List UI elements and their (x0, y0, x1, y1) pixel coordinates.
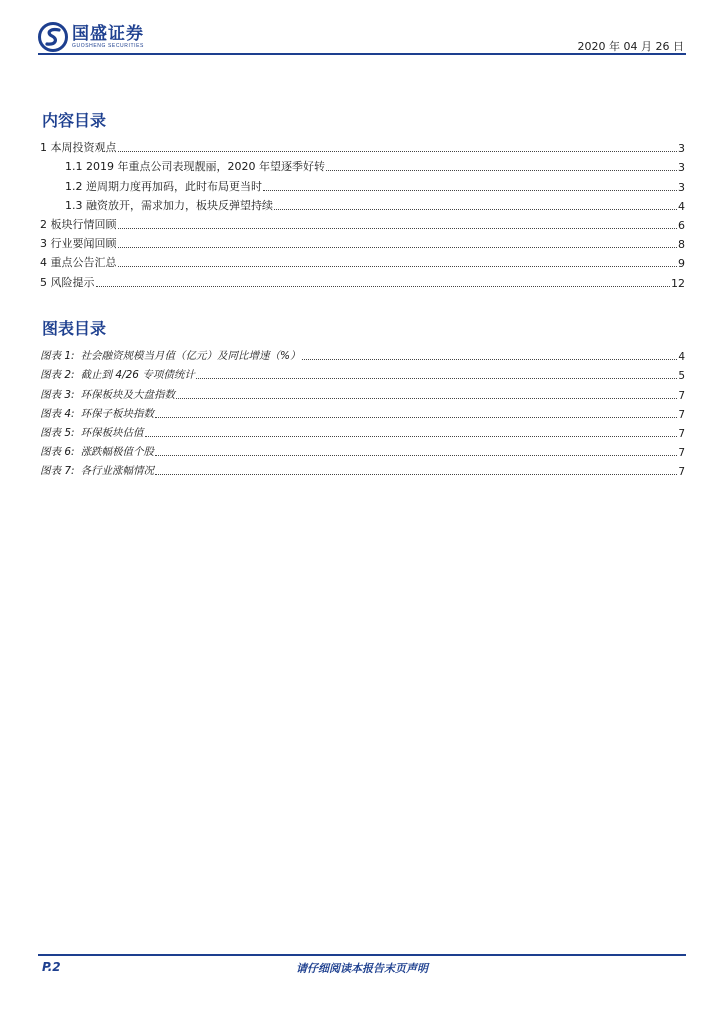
figure-entry-page: 7 (678, 427, 685, 440)
figure-entry-label (40, 348, 301, 363)
dot-leader (155, 454, 677, 456)
toc-entry[interactable] (40, 136, 685, 155)
dot-leader (155, 416, 677, 418)
figure-number: 图表 7: (40, 465, 75, 478)
page-number: P.2 (42, 960, 61, 974)
figures-list (40, 344, 685, 478)
footer-divider (38, 954, 686, 956)
dot-leader (155, 473, 677, 475)
figure-caption: 环保板块及大盘指数 (80, 388, 176, 401)
toc-entry-label: 2 板块行情回顾 (40, 217, 117, 231)
figure-number: 图表 5: (40, 426, 75, 439)
figure-entry-label (40, 444, 154, 459)
figure-entry-page: 7 (678, 408, 685, 421)
figure-entry-label (40, 406, 154, 421)
toc-entry[interactable] (40, 270, 685, 289)
dot-leader (274, 208, 677, 210)
toc-title: 内容目录 (42, 111, 107, 130)
figure-entry-page: 7 (678, 466, 685, 479)
dot-leader (263, 189, 677, 191)
figure-entry-page: 4 (678, 351, 685, 364)
dot-leader (118, 227, 678, 229)
dot-leader (118, 265, 678, 267)
page-header (38, 20, 686, 56)
guosheng-logo-icon (38, 22, 68, 52)
figure-entry[interactable] (40, 402, 685, 421)
toc-entry-label: 1.2 逆周期力度再加码，此时布局更当时 (65, 179, 262, 193)
toc-entry[interactable] (40, 155, 685, 174)
toc-entry-page: 8 (678, 238, 685, 252)
toc-entry[interactable] (40, 194, 685, 213)
figure-caption: 截止到 4/26 专项债统计 (80, 369, 195, 382)
figure-entry-page: 7 (678, 447, 685, 460)
toc-entry[interactable] (40, 232, 685, 251)
figure-number: 图表 2: (40, 369, 75, 382)
dot-leader (118, 246, 678, 248)
toc-entry-label: 1 本周投资观点 (40, 141, 117, 155)
dot-leader (96, 285, 671, 287)
figure-entry-page: 7 (678, 389, 685, 402)
figure-entry-label (40, 387, 175, 402)
toc-entry-label: 1.1 2019 年重点公司表现靓丽，2020 年望逐季好转 (65, 160, 325, 174)
dot-leader (145, 435, 678, 437)
toc-entry-page: 12 (671, 276, 685, 290)
company-logo (38, 22, 144, 52)
figure-caption: 各行业涨幅情况 (80, 465, 155, 478)
disclaimer-note: 请仔细阅读本报告末页声明 (296, 962, 428, 975)
toc-entry-page: 6 (678, 218, 685, 232)
toc-entry-label: 4 重点公告汇总 (40, 256, 117, 270)
figure-entry-label (40, 463, 154, 478)
toc-entry-page: 3 (678, 180, 685, 194)
toc-entry-page: 3 (678, 161, 685, 175)
figure-entry-page: 5 (678, 370, 685, 383)
toc-entry-page: 9 (678, 257, 685, 271)
toc-entry-label: 1.3 融资放开，需求加力，板块反弹望持续 (65, 198, 273, 212)
figure-entry-label (40, 425, 144, 440)
dot-leader (302, 358, 678, 360)
dot-leader (176, 397, 677, 399)
toc-entry-page: 4 (678, 199, 685, 213)
header-divider (38, 53, 686, 55)
dot-leader (196, 377, 677, 379)
figure-entry[interactable] (40, 363, 685, 382)
figure-entry[interactable] (40, 382, 685, 401)
logo-subtext: GUOSHENG SECURITIES (72, 42, 144, 49)
toc-entry-label: 5 风险提示 (40, 275, 95, 289)
figure-number: 图表 1: (40, 350, 75, 363)
figure-number: 图表 4: (40, 407, 75, 420)
toc-entry-page: 3 (678, 142, 685, 156)
report-date: 2020 年 04 月 26 日 (577, 40, 684, 53)
figure-number: 图表 3: (40, 388, 75, 401)
figure-entry[interactable] (40, 459, 685, 478)
toc-entry-label: 3 行业要闻回顾 (40, 237, 117, 251)
figure-caption: 环保板块估值 (80, 426, 144, 439)
toc-entry[interactable] (40, 174, 685, 193)
logo-text: 国盛证券 (72, 23, 144, 44)
figure-entry[interactable] (40, 344, 685, 363)
dot-leader (326, 169, 677, 171)
figure-entry[interactable] (40, 440, 685, 459)
dot-leader (118, 150, 678, 152)
figures-title: 图表目录 (42, 319, 107, 338)
toc-list (40, 136, 685, 290)
figure-caption: 环保子板块指数 (80, 407, 155, 420)
figure-number: 图表 6: (40, 446, 75, 459)
figure-caption: 社会融资规模当月值（亿元）及同比增速（%） (80, 350, 301, 363)
figure-caption: 涨跌幅极值个股 (80, 446, 155, 459)
toc-entry[interactable] (40, 213, 685, 232)
figure-entry-label (40, 367, 195, 382)
toc-entry[interactable] (40, 251, 685, 270)
figure-entry[interactable] (40, 421, 685, 440)
